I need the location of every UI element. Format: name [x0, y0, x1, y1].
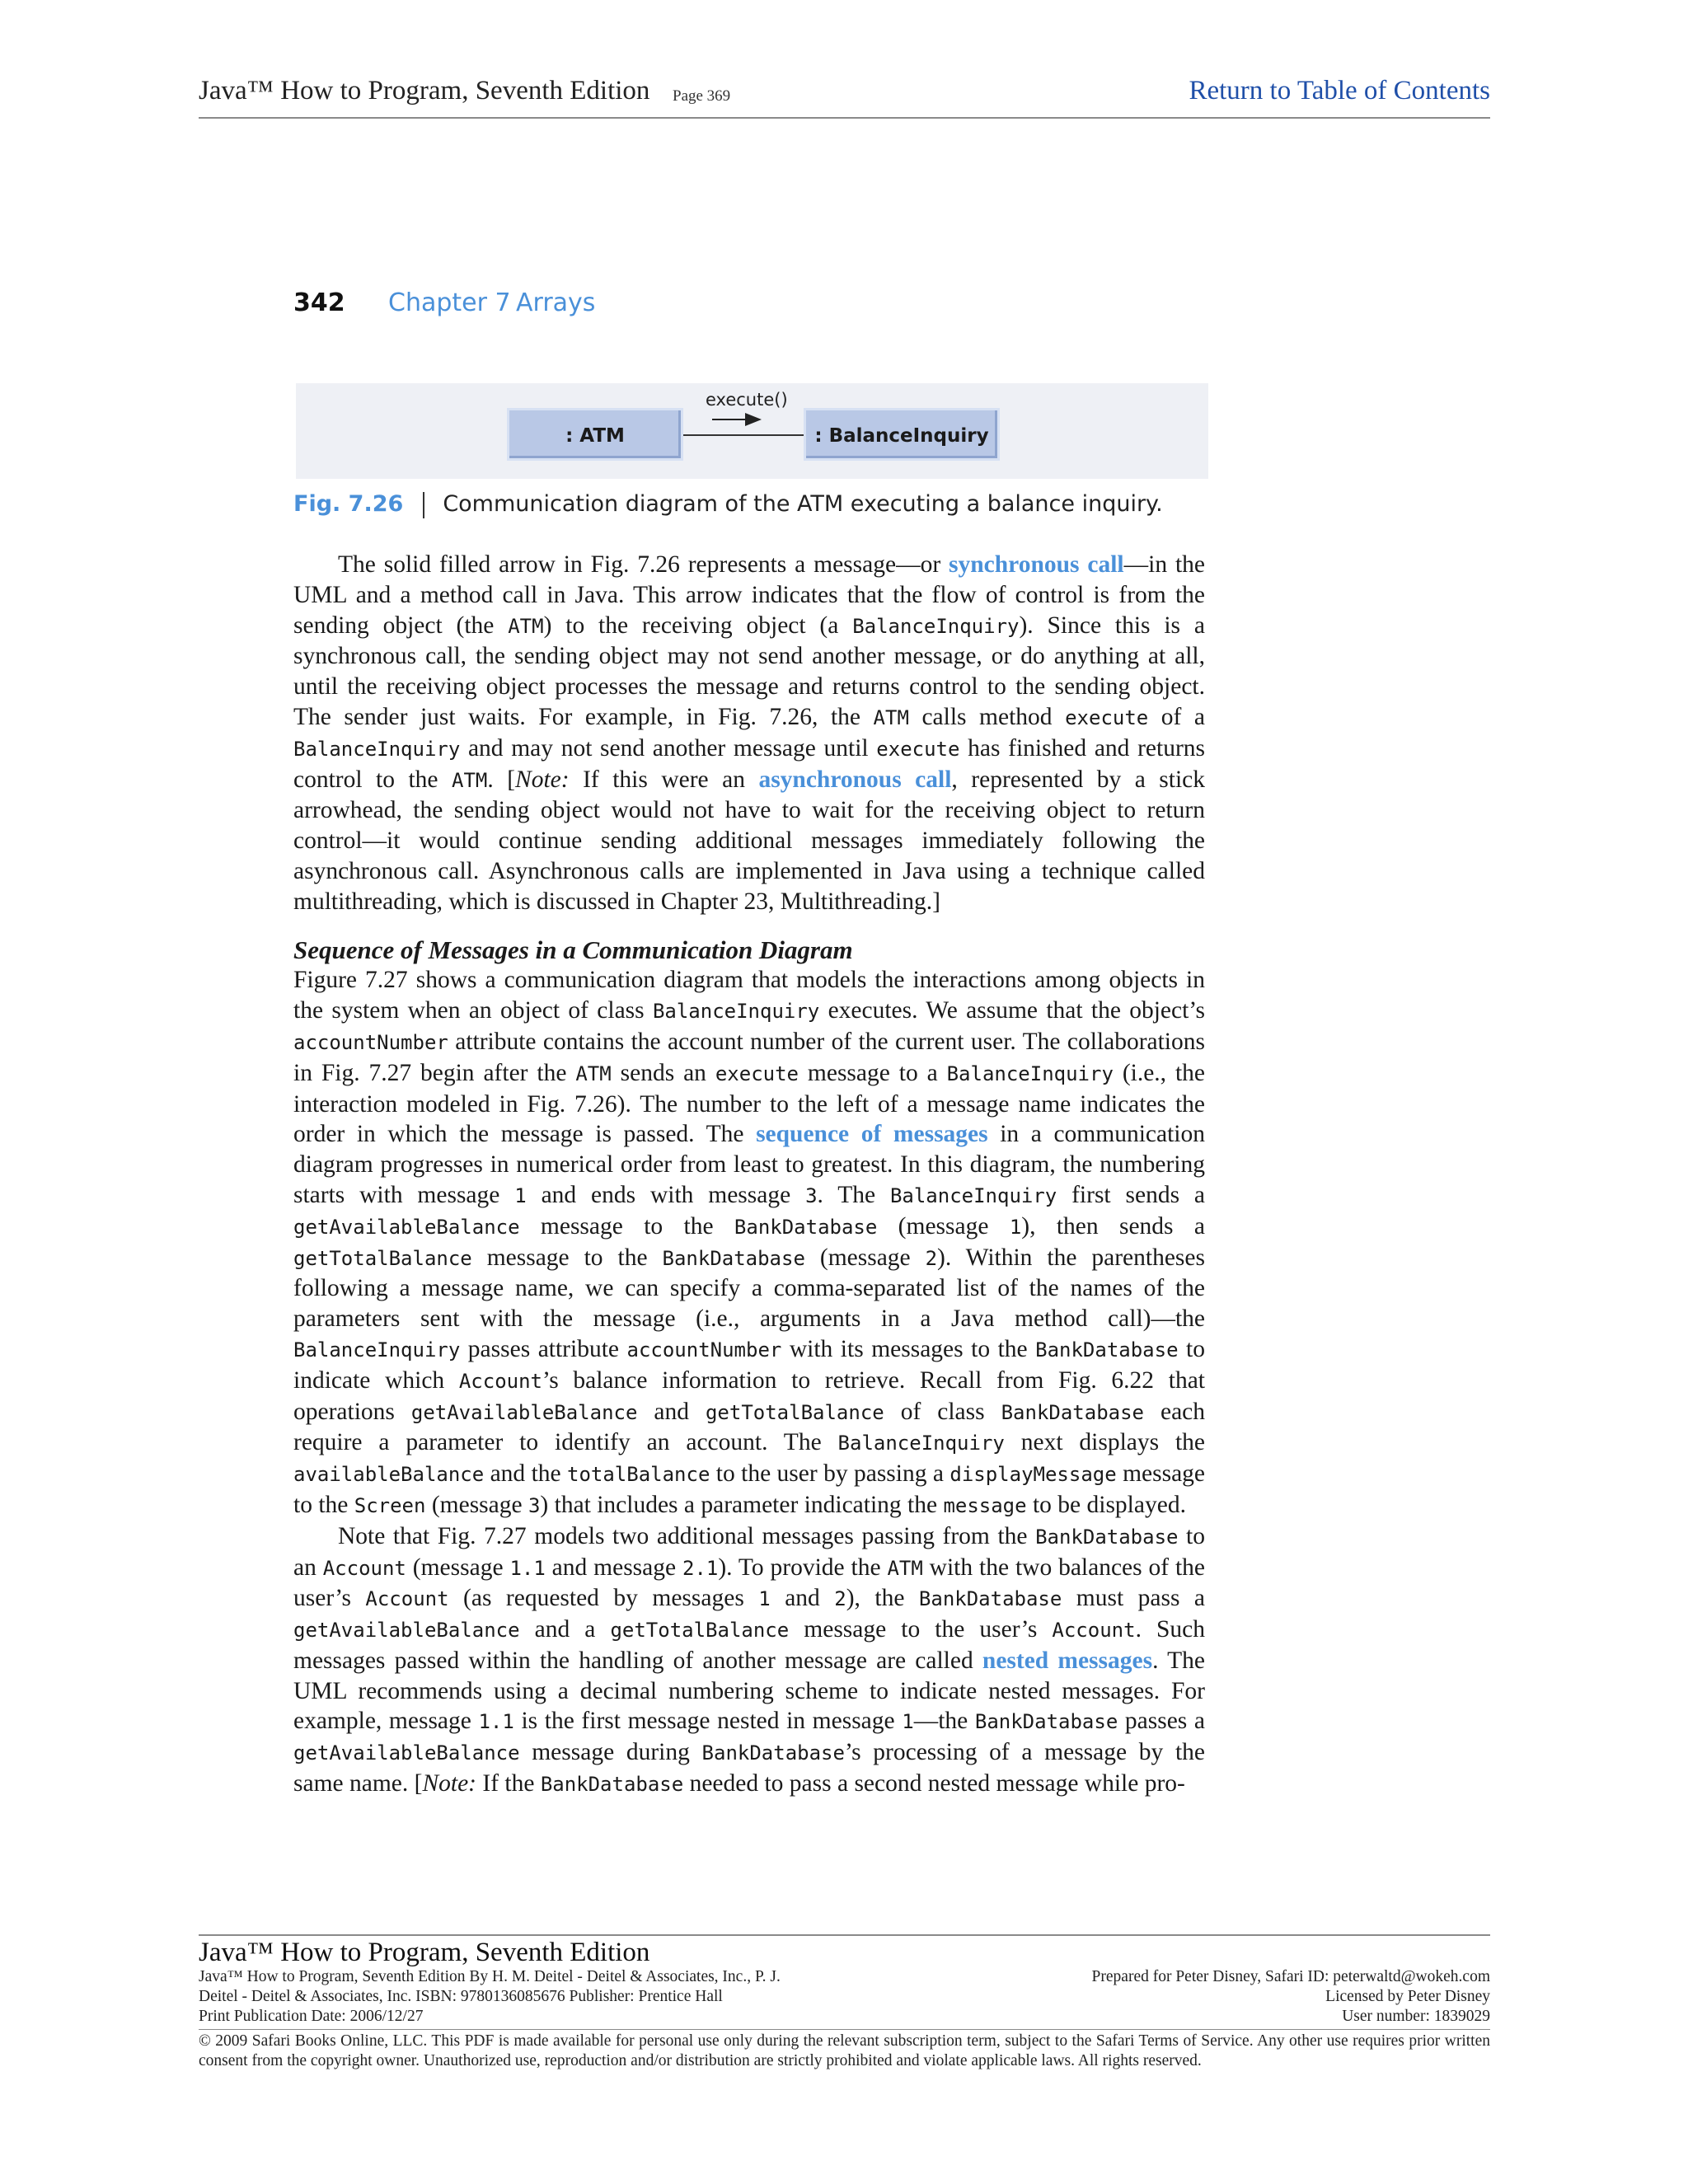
text-run: in a communication diagram progresses in numerical order from least to greatest. In this diagram, the numbering starts with message [293, 1121, 1205, 1208]
text-run: (message [425, 1491, 528, 1518]
code-run: Account [322, 1556, 406, 1580]
header-page-label: Page 369 [673, 87, 731, 105]
code-run: 3 [528, 1493, 541, 1517]
header-book-title: Java™ How to Program, Seventh Edition [199, 76, 650, 105]
text-run: and the [484, 1460, 567, 1488]
text-run: sends an [611, 1059, 715, 1086]
text-run: . Such messages passed within the handling of another message are called [293, 1616, 1206, 1674]
text-run: (as requested by messages [448, 1585, 759, 1612]
text-run: and ends with message [526, 1181, 806, 1208]
code-run: accountNumber [293, 1030, 448, 1054]
paragraph-2 [293, 965, 1205, 1521]
footer-book-title: Java™ How to Program, Seventh Edition [199, 1938, 650, 1967]
footer-licensed-by: Licensed by Peter Disney [1325, 1988, 1490, 2005]
text-run: and message [545, 1554, 682, 1581]
text-run: ), the [846, 1585, 919, 1612]
code-run: BalanceInquiry [652, 1000, 820, 1024]
text-run: has finished and returns control to the [293, 734, 1206, 793]
code-run: getTotalBalance [610, 1619, 790, 1643]
text-run: . [ [487, 766, 516, 793]
code-run: 1 [902, 1710, 914, 1734]
code-run: getAvailableBalance [293, 1741, 520, 1765]
text-run: ), then sends a [1021, 1212, 1205, 1240]
code-run: 1 [1009, 1215, 1022, 1239]
text-run: message to the [471, 1244, 663, 1271]
page-header [199, 76, 1490, 119]
text-run: of class [884, 1398, 1001, 1425]
note-label: Note: [515, 766, 570, 793]
code-run: Screen [354, 1493, 426, 1517]
text-run: ). Since this is a synchronous call, the sending object may not send another message, or do anything at all, until the receiving object processes the message and returns control to the sending object. The sender just waits. For example, in Fig. 7.26, the [293, 612, 1205, 730]
code-run: BankDatabase [662, 1246, 805, 1270]
text-run: . The [817, 1181, 890, 1208]
code-run: 2 [834, 1587, 846, 1611]
text-run: —the [913, 1708, 975, 1735]
code-run: availableBalance [293, 1463, 485, 1487]
text-run: . The UML recommends using a decimal numbering scheme to indicate nested messages. For example, message [293, 1647, 1205, 1735]
footer-publication-date: Print Publication Date: 2006/12/27 [199, 2008, 424, 2025]
chapter-label: Chapter 7 [388, 288, 511, 317]
text-run: and [770, 1585, 835, 1612]
text-run: must pass a [1062, 1585, 1205, 1612]
text-run: ). To provide the [718, 1554, 888, 1581]
code-run: getTotalBalance [705, 1400, 884, 1424]
code-run: BankDatabase [1035, 1525, 1179, 1549]
footer-row [199, 2008, 1490, 2027]
text-run: each require a parameter to identify an account. The [293, 1398, 1206, 1456]
balanceinquiry-object-box: : BalanceInquiry [804, 408, 1000, 461]
code-run: 3 [805, 1183, 818, 1207]
text-run: calls method [908, 703, 1066, 730]
figure-caption [293, 491, 1163, 518]
code-run: totalBalance [567, 1463, 710, 1487]
text-run: message to the [293, 1460, 1206, 1518]
text-run: (message [406, 1554, 510, 1581]
text-run: ’s balance information to retrieve. Recall from Fig. 6.22 that operations [293, 1366, 1205, 1425]
text-run: first sends a [1057, 1181, 1205, 1208]
text-run: (i.e., the interaction modeled in Fig. 7.26). The number to the left of a message name indicates the order in which the message is passed. The [293, 1059, 1205, 1148]
code-run: Account [458, 1369, 543, 1393]
text-run: If this were an [569, 766, 759, 793]
text-run: to an [293, 1522, 1205, 1581]
text-run: Note that Fig. 7.27 models two additional messages passing from the [338, 1522, 1036, 1549]
term-sequence-of-messages: sequence of messages [756, 1121, 988, 1148]
text-run: (message [804, 1244, 926, 1271]
text-run: attribute contains the account number of the current user. The collaborations in Fig. 7.27 begin after the [293, 1028, 1205, 1086]
code-run: ATM [873, 705, 909, 729]
code-run: BankDatabase [1035, 1338, 1179, 1361]
text-run: ) that includes a parameter indicating the [540, 1491, 944, 1518]
text-run: message to the [519, 1212, 734, 1240]
toc-link[interactable]: Return to Table of Contents [1189, 76, 1490, 105]
code-run: BankDatabase [918, 1587, 1062, 1611]
text-run: —in the UML and a method call in Java. This arrow indicates that the flow of control is from the sending object (the [293, 551, 1205, 639]
text-run: The solid filled arrow in Fig. 7.26 represents a message—or [338, 551, 950, 578]
code-run: message [943, 1493, 1027, 1517]
code-run: displayMessage [950, 1463, 1117, 1487]
code-run: ATM [452, 768, 488, 792]
text-run: passes a [1118, 1708, 1205, 1735]
footer-isbn: Deitel - Deitel & Associates, Inc. ISBN: 9780136085676 Publisher: Prentice Hall [199, 1988, 723, 2005]
code-run: 1.1 [509, 1556, 546, 1580]
note-label: Note: [422, 1770, 476, 1797]
text-run: message during [519, 1739, 702, 1766]
code-run: getTotalBalance [293, 1246, 472, 1270]
code-run: BankDatabase [701, 1741, 845, 1765]
code-run: execute [715, 1062, 799, 1085]
caption-text: Communication diagram of the ATM executing a balance inquiry. [443, 491, 1163, 517]
code-run: BalanceInquiry [852, 614, 1020, 638]
text-run: ’s processing of a message by the same name. [ [293, 1739, 1205, 1797]
code-run: getAvailableBalance [293, 1619, 520, 1643]
code-run: BalanceInquiry [837, 1432, 1005, 1455]
text-run: If the [476, 1770, 541, 1797]
association-line [683, 434, 804, 436]
body-text [293, 550, 1205, 1800]
code-run: BankDatabase [540, 1773, 684, 1797]
message-arrow-head-icon [745, 413, 762, 426]
code-run: 1 [514, 1183, 527, 1207]
section-heading: Sequence of Messages in a Communication Diagram [293, 935, 853, 964]
code-run: getAvailableBalance [410, 1400, 638, 1424]
text-run: to the user by passing a [710, 1460, 950, 1488]
atm-object-box: : ATM [507, 408, 683, 461]
footer-user-number: User number: 1839029 [1342, 2008, 1490, 2025]
paragraph-1 [293, 550, 1205, 917]
text-run: (message [877, 1212, 1010, 1240]
code-run: BalanceInquiry [946, 1062, 1114, 1085]
communication-diagram [296, 383, 1208, 479]
code-run: execute [876, 737, 960, 761]
text-run: with its messages to the [781, 1335, 1036, 1362]
text-run: message to a [799, 1059, 947, 1086]
text-run: of a [1148, 703, 1206, 730]
term-asynchronous-call: asynchronous call [758, 766, 952, 793]
code-run: BankDatabase [974, 1710, 1118, 1734]
text-run: and may not send another message until [460, 734, 877, 762]
text-run: to be displayed. [1026, 1491, 1186, 1518]
text-run: is the first message nested in message [513, 1708, 903, 1735]
term-synchronous-call: synchronous call [949, 551, 1124, 578]
message-label: execute() [706, 390, 788, 410]
code-run: ATM [575, 1062, 612, 1085]
text-run: ) to the receiving object (a [543, 612, 853, 639]
paragraph-3 [293, 1521, 1205, 1800]
text-run: , represented by a stick arrowhead, the sending object would not have to wait for the receiving object to return control—it would continue sending additional messages immediately following the asynchronous call. Asynchronous calls are implemented in Java using a technique called multithreading, which is discussed in Chapter 23, Multithreading.] [293, 766, 1205, 915]
footer-copyright: © 2009 Safari Books Online, LLC. This PDF is made available for personal use only during the relevant subscription term, subject to the Safari Terms of Service. Any other use requires prior written consent from the copyright owner. Unauthorized use, reproduction and/or distribution are strictly prohibited and violate applicable laws. All rights reserved. [199, 2029, 1490, 2071]
code-run: ATM [508, 614, 544, 638]
message-arrow-shaft [712, 419, 748, 420]
code-run: 2 [925, 1246, 938, 1270]
text-run: Figure 7.27 shows a communication diagram that models the interactions among objects in the system when an object of class [293, 967, 1205, 1024]
code-run: accountNumber [626, 1338, 782, 1361]
text-run: with the two balances of the user’s [293, 1554, 1206, 1612]
term-nested-messages: nested messages [982, 1647, 1153, 1674]
caption-divider [423, 492, 424, 518]
footer-row [199, 1968, 1490, 1988]
text-run: needed to pass a second nested message while pro- [683, 1770, 1185, 1797]
section-label: Arrays [516, 288, 596, 317]
code-run: ATM [887, 1556, 923, 1580]
text-run: and [637, 1398, 706, 1425]
code-run: BalanceInquiry [889, 1183, 1057, 1207]
code-run: execute [1065, 705, 1149, 729]
figure-number: Fig. 7.26 [293, 491, 404, 517]
page-footer [199, 1934, 1490, 2071]
code-run: BankDatabase [1001, 1400, 1144, 1424]
code-run: 1 [758, 1587, 771, 1611]
code-run: getAvailableBalance [293, 1215, 520, 1239]
code-run: 1.1 [478, 1710, 514, 1734]
text-run: passes attribute [460, 1335, 627, 1362]
footer-authors: Java™ How to Program, Seventh Edition By H. M. Deitel - Deitel & Associates, Inc., P. J. [199, 1968, 781, 1985]
text-run: and a [519, 1616, 611, 1643]
code-run: BalanceInquiry [293, 737, 461, 761]
code-run: 2.1 [682, 1556, 719, 1580]
text-run: executes. We assume that the object’s [819, 997, 1205, 1024]
book-page-header [293, 288, 596, 317]
code-run: Account [365, 1587, 449, 1611]
text-run: message to the user’s [789, 1616, 1053, 1643]
code-run: Account [1052, 1619, 1136, 1643]
code-run: BankDatabase [734, 1215, 878, 1239]
text-run: next displays the [1004, 1429, 1206, 1456]
footer-prepared-for: Prepared for Peter Disney, Safari ID: peterwaltd@wokeh.com [1091, 1968, 1490, 1985]
code-run: BalanceInquiry [293, 1338, 461, 1361]
text-run: to indicate which [293, 1335, 1205, 1394]
book-page-number: 342 [293, 288, 345, 317]
text-run: ). Within the parentheses following a message name, we can specify a comma-separated list of the names of the parameters sent with the message (i.e., arguments in a Java method call)—the [293, 1244, 1205, 1333]
footer-row [199, 1988, 1490, 2008]
